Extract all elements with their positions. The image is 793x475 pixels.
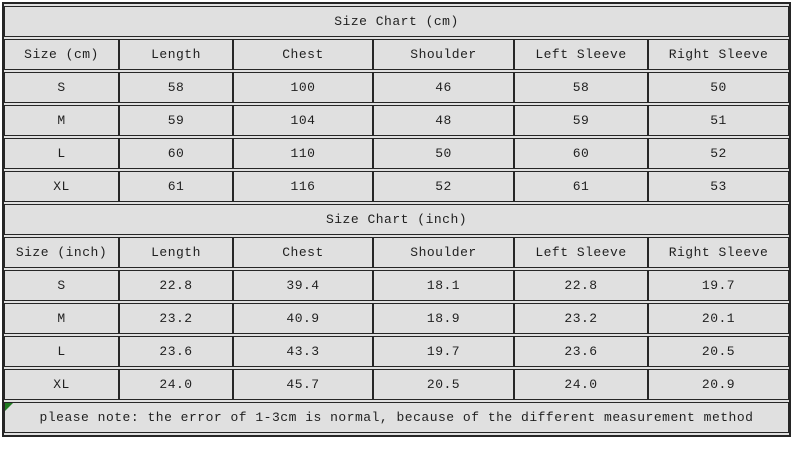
- table-cell: 18.1: [373, 270, 514, 301]
- column-header-right-sleeve: Right Sleeve: [648, 237, 789, 268]
- header-row-inch: [4, 237, 789, 268]
- table-cell: 61: [514, 171, 648, 202]
- table-row-cm-xl: [4, 171, 789, 202]
- column-header-length: Length: [119, 237, 233, 268]
- column-header-size-inch: Size (inch): [4, 237, 119, 268]
- cm-table-title: Size Chart (cm): [4, 6, 789, 37]
- column-header-length: Length: [119, 39, 233, 70]
- table-cell: 100: [233, 72, 373, 103]
- table-cell: 24.0: [514, 369, 648, 400]
- table-row-inch-xl: [4, 369, 789, 400]
- size-chart-table: [2, 2, 791, 437]
- table-cell: 22.8: [119, 270, 233, 301]
- size-chart: [2, 2, 791, 437]
- table-cell: 20.1: [648, 303, 789, 334]
- table-cell: 60: [119, 138, 233, 169]
- table-cell: 20.5: [648, 336, 789, 367]
- table-cell: 50: [373, 138, 514, 169]
- table-row-cm-l: [4, 138, 789, 169]
- table-cell: 18.9: [373, 303, 514, 334]
- table-cell: 60: [514, 138, 648, 169]
- table-cell: 20.9: [648, 369, 789, 400]
- table-cell: 20.5: [373, 369, 514, 400]
- column-header-shoulder: Shoulder: [373, 39, 514, 70]
- table-cell: 48: [373, 105, 514, 136]
- table-row-cm-s: [4, 72, 789, 103]
- table-cell: S: [4, 270, 119, 301]
- table-title-row-inch: [4, 204, 789, 235]
- table-row-inch-l: [4, 336, 789, 367]
- table-row-inch-m: [4, 303, 789, 334]
- header-row-cm: [4, 39, 789, 70]
- column-header-left-sleeve: Left Sleeve: [514, 237, 648, 268]
- table-row-inch-s: [4, 270, 789, 301]
- table-cell: 43.3: [233, 336, 373, 367]
- table-cell: 39.4: [233, 270, 373, 301]
- table-cell: 58: [514, 72, 648, 103]
- table-row-cm-m: [4, 105, 789, 136]
- table-cell: 46: [373, 72, 514, 103]
- table-cell: 110: [233, 138, 373, 169]
- table-cell: M: [4, 105, 119, 136]
- table-cell: 19.7: [373, 336, 514, 367]
- table-title-row-cm: [4, 6, 789, 37]
- note-text: please note: the error of 1-3cm is normal, because of the different measurement method: [39, 410, 754, 425]
- table-cell: 59: [119, 105, 233, 136]
- table-cell: 61: [119, 171, 233, 202]
- column-header-size-cm: Size (cm): [4, 39, 119, 70]
- table-cell: 45.7: [233, 369, 373, 400]
- table-cell: 23.6: [119, 336, 233, 367]
- table-cell: M: [4, 303, 119, 334]
- cell-corner-marker-icon: [5, 403, 13, 411]
- table-cell: 24.0: [119, 369, 233, 400]
- table-cell: 22.8: [514, 270, 648, 301]
- column-header-chest: Chest: [233, 237, 373, 268]
- inch-table-title: Size Chart (inch): [4, 204, 789, 235]
- table-cell: 52: [373, 171, 514, 202]
- table-cell: 53: [648, 171, 789, 202]
- table-cell: XL: [4, 369, 119, 400]
- table-cell: 104: [233, 105, 373, 136]
- table-cell: 23.2: [119, 303, 233, 334]
- table-cell: 58: [119, 72, 233, 103]
- table-cell: L: [4, 336, 119, 367]
- table-cell: 52: [648, 138, 789, 169]
- table-cell: 50: [648, 72, 789, 103]
- table-cell: 19.7: [648, 270, 789, 301]
- note-cell: [4, 402, 789, 433]
- table-cell: 116: [233, 171, 373, 202]
- column-header-chest: Chest: [233, 39, 373, 70]
- table-cell: 23.6: [514, 336, 648, 367]
- note-row: [4, 402, 789, 433]
- column-header-shoulder: Shoulder: [373, 237, 514, 268]
- column-header-right-sleeve: Right Sleeve: [648, 39, 789, 70]
- table-cell: S: [4, 72, 119, 103]
- table-cell: XL: [4, 171, 119, 202]
- table-cell: 40.9: [233, 303, 373, 334]
- table-cell: L: [4, 138, 119, 169]
- table-cell: 23.2: [514, 303, 648, 334]
- table-cell: 59: [514, 105, 648, 136]
- column-header-left-sleeve: Left Sleeve: [514, 39, 648, 70]
- table-cell: 51: [648, 105, 789, 136]
